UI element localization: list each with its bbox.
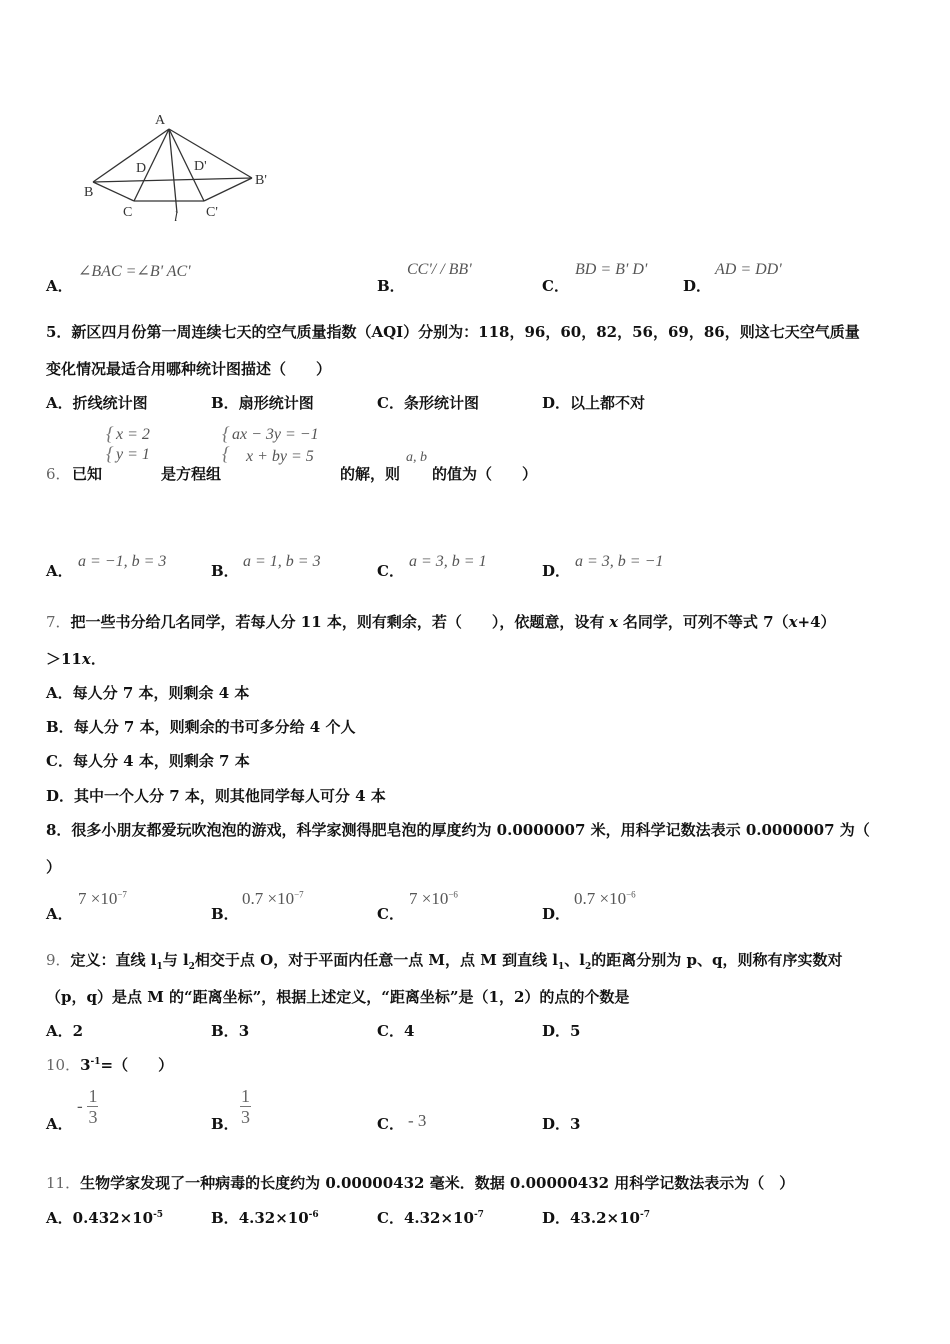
q8-option-d-base: 0.7 ×10: [574, 889, 627, 908]
q8-option-c-letter: C．: [377, 905, 404, 923]
q7-option-b-text: 每人分 7 本，则剩余的书可多分给 4 个人: [73, 718, 356, 736]
q4-option-a-text: ∠BAC =∠B' AC': [78, 263, 191, 280]
q8-option-a-base: 7 ×10: [78, 889, 118, 908]
q11-number: 11．: [46, 1174, 81, 1192]
label-l: l: [174, 210, 178, 223]
q4-option-d-letter: D．: [683, 277, 712, 295]
q7-option-a-letter: A．: [46, 684, 73, 702]
q6-option-b-text: a = 1, b = 3: [243, 553, 321, 570]
q5-option-a-text: 折线统计图: [72, 394, 148, 412]
q7-text-2: 名同学，可列不等式 7（: [622, 613, 789, 631]
q7-line2-a: ＞11: [46, 650, 82, 668]
q4-option-a-letter: A．: [46, 277, 73, 295]
q5-option-c-text: 条形统计图: [403, 394, 479, 412]
q10-option-b-letter: B．: [211, 1115, 239, 1133]
q8-option-a-letter: A．: [46, 905, 73, 923]
q11-option-d-exp: -7: [640, 1210, 650, 1220]
q10-exp: -1: [90, 1057, 101, 1067]
q10-option-a-den: 3: [88, 1107, 98, 1127]
q7-line2-b: ．: [90, 650, 106, 668]
q9-option-b-letter: B．: [211, 1022, 239, 1040]
q6-ab: a, b: [406, 450, 427, 465]
q11-option-d-base: 43.2×10: [570, 1209, 640, 1227]
q10-rest: =（ ）: [100, 1056, 174, 1074]
q6-option-a-letter: A．: [46, 562, 73, 580]
q10-number: 10．: [46, 1056, 81, 1074]
q6-text-1: 已知: [72, 465, 103, 483]
q10-base: 3: [80, 1056, 91, 1074]
q9-sub-2: 2: [188, 962, 195, 972]
q10-option-b-den: 3: [241, 1107, 250, 1127]
q6-system2-line2: x + by = 5: [246, 448, 314, 465]
q6-option-c-text: a = 3, b = 1: [409, 553, 487, 570]
q6-option-d-letter: D．: [542, 562, 571, 580]
q11-option-c-letter: C．: [377, 1209, 404, 1227]
q5-option-d-text: 以上都不对: [570, 394, 646, 412]
q8-option-a-exp: −7: [117, 889, 127, 900]
q10-option-d-text: 3: [570, 1115, 581, 1133]
q10-option-c-text: - 3: [408, 1111, 427, 1130]
q4-option-d-text: AD = DD': [715, 261, 782, 278]
q9-option-c-text: 4: [403, 1022, 415, 1040]
q4-option-c-letter: C．: [542, 277, 569, 295]
q9-sub-1: 1: [156, 962, 163, 972]
label-d-prime: D': [194, 159, 207, 174]
q8-option-d-exp: −6: [626, 889, 636, 900]
q6-option-c-letter: C．: [377, 562, 404, 580]
q7-text-1: 把一些书分给几名同学，若每人分 11 本，则有剩余，若（ ），依题意，设有: [70, 613, 605, 631]
q6-text-3: 的解，则: [340, 465, 401, 483]
q7-option-d-letter: D．: [46, 787, 75, 805]
q6-text-4: 的值为（ ）: [432, 465, 538, 483]
q10-option-c-letter: C．: [377, 1115, 404, 1133]
label-b-prime: B': [255, 173, 267, 188]
q5-option-b-letter: B．: [211, 394, 239, 412]
q6-text-2: 是方程组: [161, 465, 222, 483]
q11-option-a-base: 0.432×10: [72, 1209, 154, 1227]
q10-option-d-letter: D．: [542, 1115, 571, 1133]
q7-text-3: +4）: [797, 613, 836, 631]
q7-option-a-text: 每人分 7 本，则剩余 4 本: [72, 684, 250, 702]
q8-line2: ）: [46, 858, 62, 876]
q7-line2-x: x: [81, 650, 91, 668]
q6-number: 6．: [46, 465, 71, 483]
q7-var-x: x: [609, 613, 619, 631]
q11-option-c-exp: -7: [473, 1210, 484, 1220]
label-c: C: [123, 205, 133, 220]
q9-number: 9．: [46, 951, 71, 969]
q8-option-d-letter: D．: [542, 905, 571, 923]
q6-system1-line1: x = 2: [116, 426, 150, 443]
q5-option-c-letter: C．: [377, 394, 404, 412]
q9-text-2: 与 l: [162, 951, 189, 969]
q9-option-a-text: 2: [72, 1022, 84, 1040]
q8-option-b-base: 0.7 ×10: [242, 889, 295, 908]
q11-option-a-letter: A．: [46, 1209, 73, 1227]
label-a: A: [155, 113, 166, 128]
q8-option-b-exp: −7: [294, 889, 304, 900]
q9-text-4: 、l: [564, 951, 585, 969]
q7-option-d-text: 其中一个人分 7 本，则其他同学每人可分 4 本: [74, 787, 386, 805]
q11-option-b-base: 4.32×10: [238, 1209, 309, 1227]
q5-option-d-letter: D．: [542, 394, 571, 412]
q10-option-a-sign: -: [77, 1096, 83, 1116]
label-b: B: [84, 185, 94, 200]
q6-option-d-text: a = 3, b = −1: [575, 553, 664, 570]
q10-option-a-num: 1: [88, 1086, 98, 1106]
q9-text-3: 相交于点 O，对于平面内任意一点 M，点 M 到直线 l: [194, 951, 559, 969]
q6-option-b-letter: B．: [211, 562, 239, 580]
q8-option-b-letter: B．: [211, 905, 239, 923]
q11-option-b-letter: B．: [211, 1209, 239, 1227]
q11-text: 生物学家发现了一种病毒的长度约为 0.00000432 毫米．数据 0.00000432 用科学记数法表示为（ ）: [80, 1174, 795, 1192]
q9-option-d-letter: D．: [542, 1022, 571, 1040]
q10-option-a-letter: A．: [46, 1115, 73, 1133]
q6-system2-line1: ax − 3y = −1: [232, 426, 319, 443]
q10-option-b-fraction: [240, 1086, 251, 1127]
q7-option-c-text: 每人分 4 本，则剩余 7 本: [72, 752, 250, 770]
q6-system1-line2: y = 1: [116, 446, 150, 463]
q9-option-b-text: 3: [238, 1022, 250, 1040]
q4-option-b-letter: B．: [377, 277, 405, 295]
q10-option-a-fraction: [87, 1086, 98, 1127]
label-c-prime: C': [206, 205, 218, 220]
q5-option-b-text: 扇形统计图: [238, 394, 314, 412]
q11-option-d-letter: D．: [542, 1209, 571, 1227]
q5-line2: 变化情况最适合用哪种统计图描述（ ）: [46, 360, 332, 378]
q4-option-c-text: BD = B' D': [575, 261, 648, 278]
q10-option-b-num: 1: [241, 1086, 250, 1106]
q11-option-c-base: 4.32×10: [403, 1209, 474, 1227]
q7-var-x2: x: [788, 613, 798, 631]
q8-line1: 8．很多小朋友都爱玩吹泡泡的游戏，科学家测得肥皂泡的厚度约为 0.0000007 米，用科学记数法表示 0.0000007 为（: [46, 821, 870, 839]
q7-number: 7．: [46, 613, 71, 631]
q11-option-a-exp: -5: [153, 1210, 164, 1220]
q8-option-c-base: 7 ×10: [409, 889, 449, 908]
q9-sub-4: 2: [584, 962, 592, 972]
q4-option-b-text: CC'/ / BB': [407, 261, 472, 278]
q9-option-d-text: 5: [570, 1022, 581, 1040]
q5-option-a-letter: A．: [46, 394, 73, 412]
q9-text-5: 的距离分别为 p、q，则称有序实数对: [591, 951, 843, 969]
q5-line1: 5．新区四月份第一周连续七天的空气质量指数（AQI）分别为：118，96，60，82，56，69，86，则这七天空气质量: [46, 323, 860, 341]
q11-option-b-exp: -6: [308, 1210, 319, 1220]
q9-sub-3: 1: [558, 962, 565, 972]
q9-option-a-letter: A．: [46, 1022, 73, 1040]
q9-line2: （p，q）是点 M 的“距离坐标”，根据上述定义，“距离坐标”是（1，2）的点的个数是: [46, 988, 630, 1006]
q9-option-c-letter: C．: [377, 1022, 404, 1040]
q7-option-c-letter: C．: [46, 752, 73, 770]
q7-option-b-letter: B．: [46, 718, 74, 736]
q6-option-a-text: a = −1, b = 3: [78, 553, 167, 570]
q8-option-c-exp: −6: [448, 889, 458, 900]
q9-text-1: 定义：直线 l: [70, 951, 157, 969]
triangle-figure: [80, 108, 280, 223]
label-d: D: [136, 161, 147, 176]
